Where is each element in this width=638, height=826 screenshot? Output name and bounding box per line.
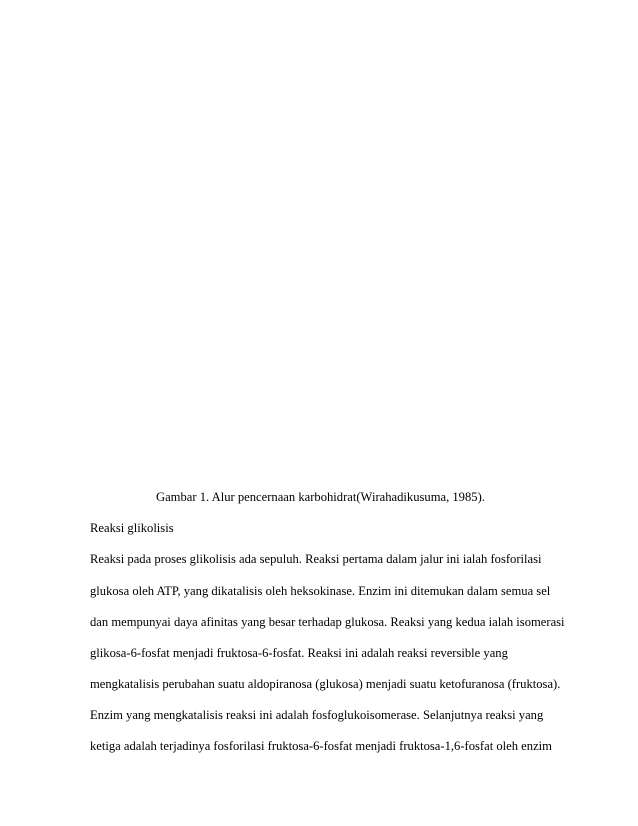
paragraph-line: glukosa oleh ATP, yang dikatalisis oleh heksokinase. Enzim ini ditemukan dalam semua sel [90, 584, 551, 598]
paragraph-line: dan mempunyai daya afinitas yang besar terhadap glukosa. Reaksi yang kedua ialah isomerasi [90, 615, 565, 629]
paragraph-line: mengkatalisis perubahan suatu aldopiranosa (glukosa) menjadi suatu ketofuranosa (fruktosa). [90, 677, 561, 691]
figure-caption: Gambar 1. Alur pencernaan karbohidrat(Wirahadikusuma, 1985). [156, 490, 485, 504]
paragraph-line: Enzim yang mengkatalisis reaksi ini adalah fosfoglukoisomerase. Selanjutnya reaksi yang [90, 708, 544, 722]
paragraph-line: ketiga adalah terjadinya fosforilasi fruktosa-6-fosfat menjadi fruktosa-1,6-fosfat oleh enzim [90, 739, 552, 753]
section-heading: Reaksi glikolisis [90, 521, 174, 535]
paragraph-line: Reaksi pada proses glikolisis ada sepuluh. Reaksi pertama dalam jalur ini ialah fosforilasi [90, 552, 542, 566]
paragraph-line: glikosa-6-fosfat menjadi fruktosa-6-fosfat. Reaksi ini adalah reaksi reversible yang [90, 646, 508, 660]
figure-placeholder [90, 20, 548, 475]
